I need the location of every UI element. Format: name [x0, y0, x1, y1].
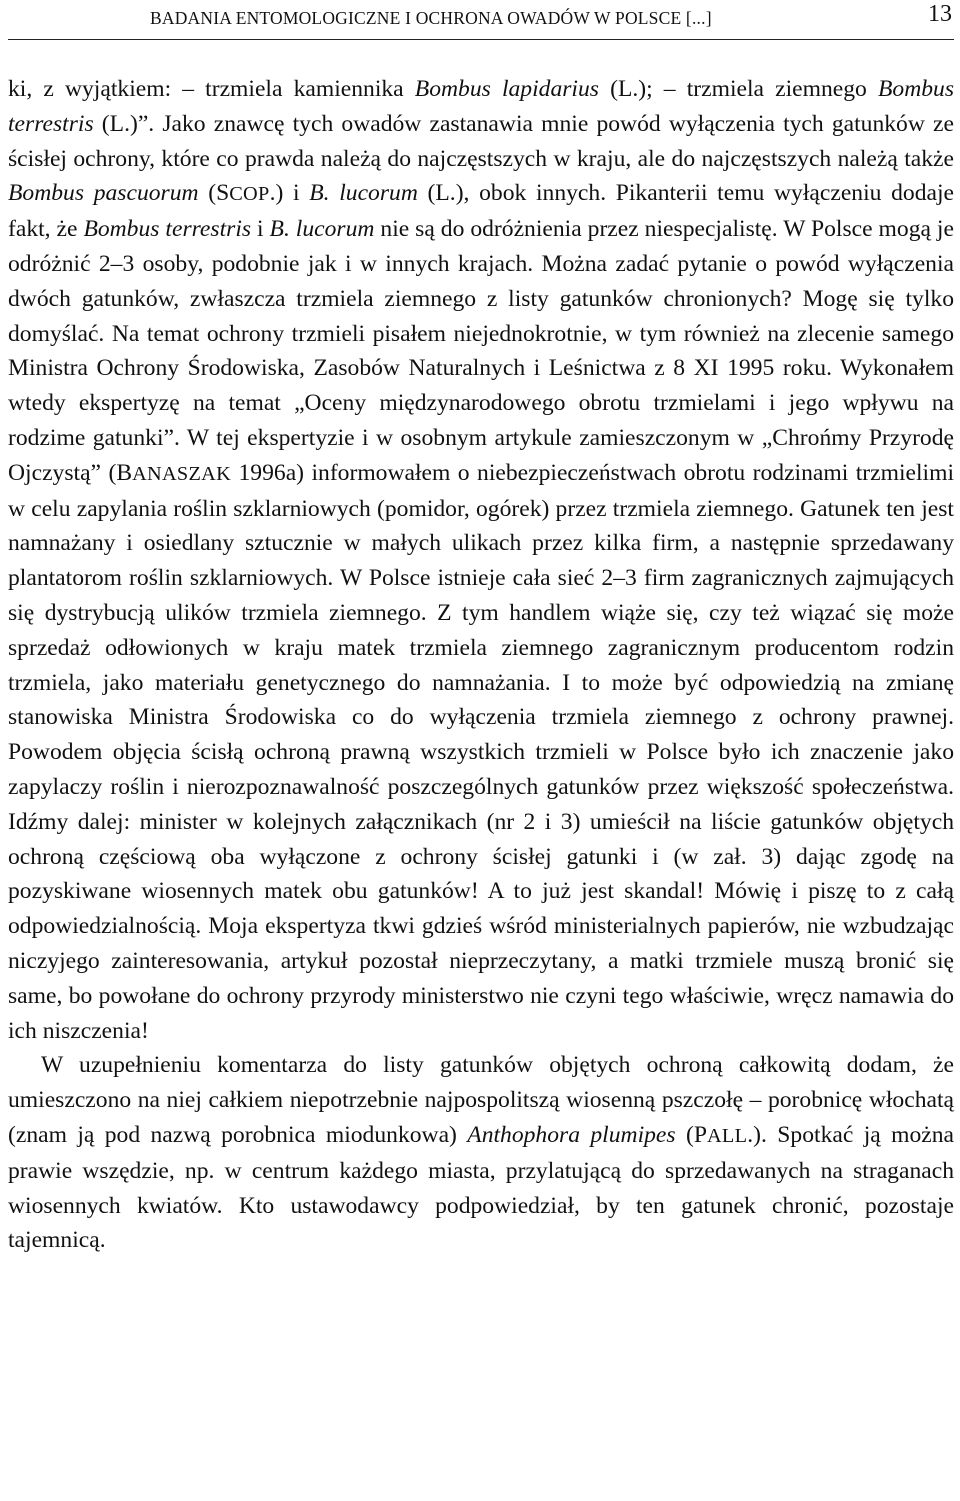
author-initial: P: [693, 1121, 707, 1148]
author-initial: S: [216, 180, 230, 207]
text-run: (: [675, 1121, 694, 1148]
species-name: Anthophora plumipes: [467, 1121, 676, 1148]
text-run: W uzupełnieniu komentarza do listy gatunków objętych ochroną całkowitą dodam, że umieszczono na niej całkiem niepotrzebnie najpospolitszą wiosenną pszczołę – porobnicę włochatą (znam ją pod nazwą porobnica miodunkowa): [8, 1052, 954, 1148]
text-run: (: [198, 180, 217, 207]
text-run: (L.), obok innych. Pikanterii temu wyłączeniu dodaje fakt, że: [8, 180, 954, 243]
text-run: (L.)”. Jako znawcę tych owadów zastanawia mnie powód wyłączenia tych gatunków ze ścisłej ochrony, które co prawda należą do najczęstszych w kraju, ale do najczęstszych należą także: [8, 110, 954, 172]
species-name: Bombus lapidarius: [414, 76, 599, 102]
text-run: 1996a) informowałem o niebezpieczeństwach obrotu rodzinami trzmielimi w celu zapylania roślin szklarniowych (pomidor, ogórek) przez trzmiela ziemnego. Gatunek ten jest namnażany i osiedlany sztucznie w małych ulikach przez kilka firm, a następnie sprzedawany plantatorom roślin szklarniowych. W Polsce istnieje cała sieć 2–3 firm zagranicznych zajmujących się dystrybucją ulików trzmiela ziemnego. Z tym handlem wiąże się, czy też wiązać się może sprzedaż odłowionych w kraju matek trzmiela ziemnego zagranicznym producentom rodzin trzmiela, jako materiału genetycznego do namnażania. I to może być odpowiedzią na zmianę stanowiska Ministra Środowiska co do wyłączenia trzmiela ziemnego z ochrony prawnej. Powodem objęcia ścisłą ochroną prawną wszystkich trzmieli w Polsce było ich znaczenie jako zapylaczy roślin i nierozpoznawalność poszczególnych gatunków przez większość społeczeństwa. Idźmy dalej: minister w kolejnych załącznikach (nr 2 i 3) umieścił na liście gatunków objętych ochroną częściową oba wyłączone z ochrony ścisłej gatunki i (w zał. 3) dając zgodę na pozyskiwane wiosennych matek obu gatunków! A to już jest skandal! Mówię i piszę to z całą odpowiedzialnością. Moja ekspertyza tkwi gdzieś wśród ministerialnych papierów, nie wzbudzając niczyjego zainteresowania, artykuł pozostał nieprzeczytany, a matki trzmiele muszą bronić się same, bo powołane do ochrony przyrody ministerstwo nie czyni tego właściwie, wręcz namawia do ich niszczenia!: [8, 459, 954, 1044]
text-run: .) i: [269, 180, 310, 207]
author-initial: B: [116, 459, 133, 486]
species-name: Bombus pascuorum: [8, 180, 199, 207]
paragraph-2: [8, 1048, 954, 1258]
running-title: BADANIA ENTOMOLOGICZNE I OCHRONA OWADÓW W POLSCE [...]: [150, 8, 712, 28]
author-small-caps: ALL: [706, 1124, 748, 1147]
text-run: i: [251, 216, 270, 243]
text-run: nie są do odróżnienia przez niespecjalistę. W Polsce mogą je odróżnić 2–3 osoby, podobnie jak i w innych krajach. Można zadać pytanie o powód wyłączenia dwóch gatunków, zwłaszcza trzmiela ziemnego z listy gatunków chronionych? Mogę się tylko domyślać. Na temat ochrony trzmieli pisałem niejednokrotnie, w tym również na zlecenie samego Ministra Ochrony Środowiska, Zasobów Naturalnych i Leśnictwa z 8 XI 1995 roku. Wykonałem wtedy ekspertyzę na temat „Oceny międzynarodowego obrotu trzmielami i jego wpływu na rodzime gatunki”. W tej ekspertyzie i w osobnym artykule zamieszczonym w „Chrońmy Przyrodę Ojczystą” (: [8, 216, 954, 486]
paragraph-1: [8, 72, 954, 1048]
text-run: (L.); – trzmiela ziemnego: [598, 76, 878, 102]
document-page: [8, 0, 954, 1258]
text-run: ki, z wyjątkiem: – trzmiela kamiennika: [8, 76, 415, 102]
running-header: [8, 0, 954, 40]
species-name: Bombus terrestris: [8, 76, 955, 137]
species-name: Bombus terrestris: [83, 216, 252, 243]
author-small-caps: COP: [229, 183, 270, 206]
species-name: B. lucorum: [269, 216, 375, 243]
author-small-caps: ANASZAK: [132, 462, 232, 485]
page-number: 13: [928, 1, 952, 27]
text-run: .). Spotkać ją można prawie wszędzie, np. w centrum każdego miasta, przylatującą do sprzedawanych na straganach wiosennych kwiatów. Kto ustawodawcy podpowiedział, by ten gatunek chronić, pozostaje tajemnicą.: [8, 1121, 954, 1254]
body-text: [8, 72, 954, 1258]
species-name: B. lucorum: [309, 180, 418, 207]
